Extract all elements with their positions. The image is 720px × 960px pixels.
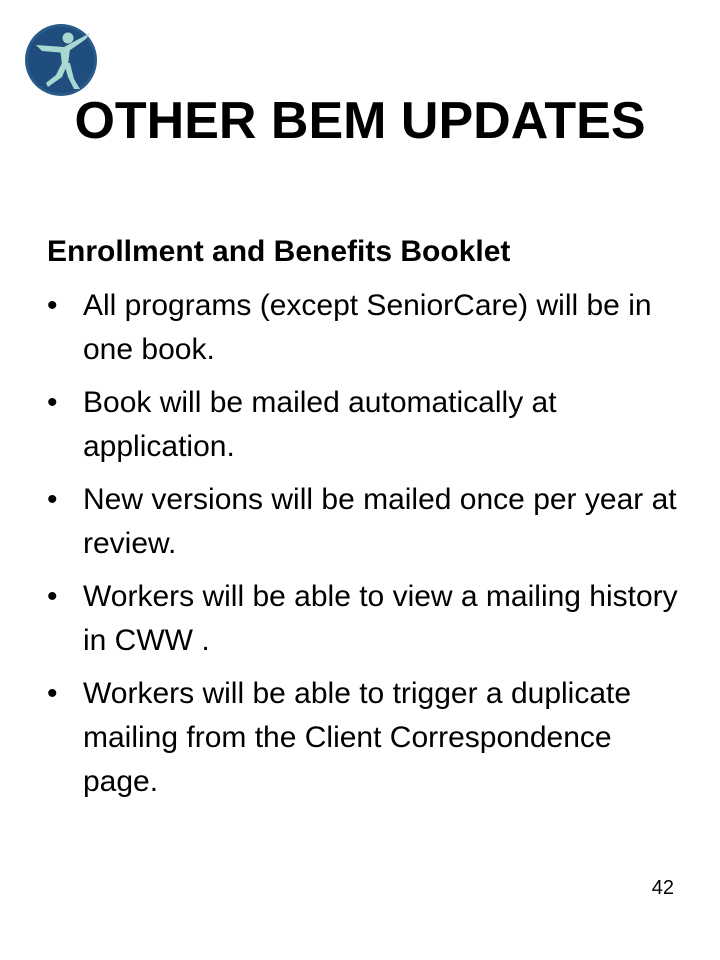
list-item (47, 284, 687, 372)
list-item (47, 381, 687, 469)
list-item-text: All programs (except SeniorCare) will be in one book. (83, 289, 652, 366)
bullet-list (47, 284, 687, 813)
bullet-dot: • (47, 580, 58, 613)
bullet-dot: • (47, 289, 58, 322)
bullet-dot: • (47, 677, 58, 710)
bullet-dot: • (47, 386, 58, 419)
page-number: 42 (651, 877, 674, 899)
list-item (47, 575, 687, 663)
list-item (47, 478, 687, 566)
list-item-text: Workers will be able to view a mailing history in CWW . (83, 580, 678, 657)
list-item-text: New versions will be mailed once per year at review. (83, 483, 677, 560)
slide-title: OTHER BEM UPDATES (74, 92, 646, 150)
list-item (47, 672, 687, 804)
list-item-text: Workers will be able to trigger a duplicate mailing from the Client Correspondence page. (83, 677, 632, 798)
list-item-text: Book will be mailed automatically at application. (83, 386, 557, 463)
bullet-dot: • (47, 483, 58, 516)
section-subheading: Enrollment and Benefits Booklet (47, 235, 511, 268)
